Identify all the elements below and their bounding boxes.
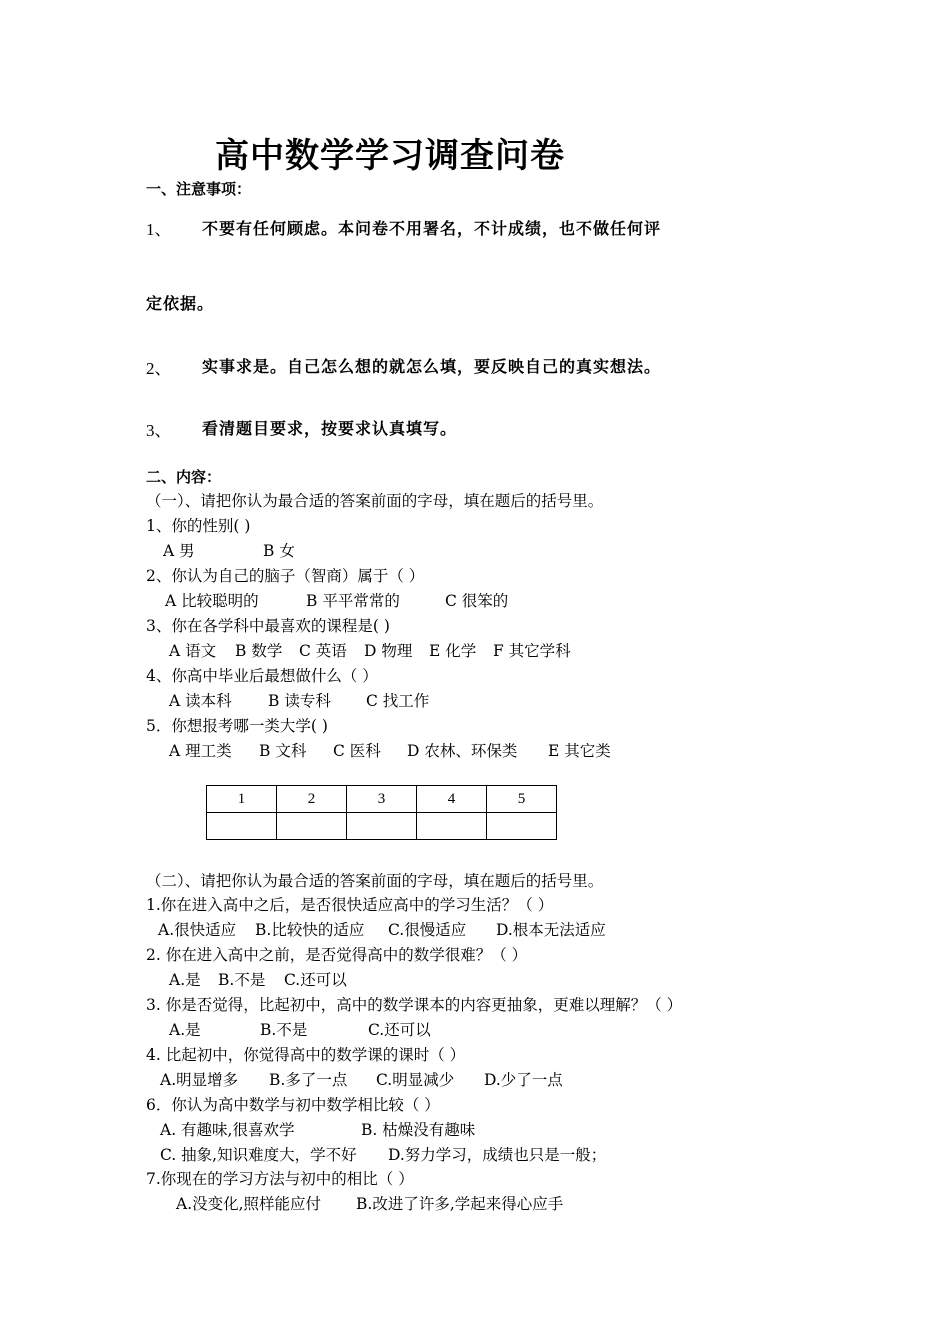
- answer-table-header-row: [207, 786, 557, 813]
- option: B.改进了许多,学起来得心应手: [356, 1195, 564, 1213]
- option: C 很笨的: [445, 592, 509, 610]
- p2-question-6-options-row2: [160, 1143, 606, 1165]
- answer-cell-4[interactable]: [417, 813, 487, 840]
- part2-instruction: （二）、请把你认为最合适的答案前面的字母，填在题后的括号里。: [146, 872, 604, 890]
- option: A 读本科: [169, 692, 232, 710]
- notes-heading: 一、注意事项：: [146, 180, 252, 198]
- note-1-text: 不要有任何顾虑。本问卷不用署名，不计成绩，也不做任何评: [202, 219, 662, 238]
- p1-question-5: 5．你想报考哪一类大学( ): [146, 717, 328, 735]
- option: A 语文: [169, 642, 217, 660]
- option: B.多了一点: [269, 1071, 348, 1089]
- p1-question-1: 1、你的性别( ): [146, 517, 251, 535]
- option: C.很慢适应: [388, 921, 467, 939]
- note-3-number: 3、: [146, 421, 172, 440]
- answer-table-header-cell: 5: [487, 786, 557, 813]
- option: B 数学: [235, 642, 283, 660]
- p1-question-5-options: [169, 739, 611, 761]
- answer-table-answer-row: [207, 813, 557, 840]
- option: B.不是: [260, 1021, 308, 1039]
- note-1-text-cont: 定依据。: [146, 294, 215, 313]
- option: B 女: [263, 542, 295, 560]
- option: A.很快适应: [158, 921, 237, 939]
- note-2-number: 2、: [146, 359, 172, 378]
- option: E 其它类: [548, 742, 611, 760]
- option: D 农林、环保类: [407, 742, 518, 760]
- option: C.明显减少: [376, 1071, 455, 1089]
- option: B 读专科: [268, 692, 331, 710]
- option: D.根本无法适应: [496, 921, 606, 939]
- answer-cell-3[interactable]: [347, 813, 417, 840]
- p1-question-3-options: [169, 639, 571, 661]
- p2-question-6: 6．你认为高中数学与初中数学相比较（ ）: [146, 1096, 440, 1114]
- option: C 找工作: [366, 692, 430, 710]
- answer-cell-2[interactable]: [277, 813, 347, 840]
- content-heading: 二、内容：: [146, 468, 222, 486]
- option: A. 有趣味,很喜欢学: [160, 1121, 295, 1139]
- option: B 平平常常的: [306, 592, 400, 610]
- p1-question-2-options: [165, 589, 508, 611]
- p2-question-7-options: [176, 1192, 563, 1214]
- option: D 物理: [364, 642, 413, 660]
- option: C.还可以: [284, 971, 347, 989]
- note-1-number: 1、: [146, 220, 172, 239]
- p1-question-4-options: [169, 689, 429, 711]
- p2-question-1-options: [158, 918, 606, 940]
- p2-question-2-options: [169, 968, 347, 990]
- option: A.是: [169, 1021, 201, 1039]
- option: E 化学: [429, 642, 477, 660]
- answer-cell-1[interactable]: [207, 813, 277, 840]
- answer-cell-5[interactable]: [487, 813, 557, 840]
- answer-table-header-cell: 4: [417, 786, 487, 813]
- part1-instruction: （一）、请把你认为最合适的答案前面的字母，填在题后的括号里。: [146, 492, 604, 510]
- option: B 文科: [259, 742, 307, 760]
- note-3-text: 看清题目要求，按要求认真填写。: [202, 419, 458, 438]
- answer-table: [206, 785, 557, 840]
- option: A 比较聪明的: [165, 592, 259, 610]
- p2-question-3-options: [169, 1018, 431, 1040]
- option: C 英语: [299, 642, 347, 660]
- option: A.是: [169, 971, 201, 989]
- option: F 其它学科: [493, 642, 571, 660]
- p2-question-1: 1.你在进入高中之后，是否很快适应高中的学习生活？（ ）: [146, 896, 554, 914]
- option: D.努力学习，成绩也只是一般；: [388, 1146, 607, 1164]
- p2-question-7: 7.你现在的学习方法与初中的相比（ ）: [146, 1170, 414, 1188]
- answer-table-header-cell: 1: [207, 786, 277, 813]
- option: B.不是: [218, 971, 266, 989]
- page-title: 高中数学学习调查问卷: [215, 136, 565, 176]
- p2-question-6-options-row1: [160, 1118, 475, 1140]
- option: C 医科: [333, 742, 381, 760]
- option: A.没变化,照样能应付: [176, 1195, 322, 1213]
- p1-question-2: 2、你认为自己的脑子（智商）属于（ ）: [146, 567, 425, 585]
- option: A 男: [163, 542, 195, 560]
- option: B.比较快的适应: [255, 921, 365, 939]
- p2-question-4-options: [160, 1068, 563, 1090]
- answer-table-header-cell: 3: [347, 786, 417, 813]
- p1-question-4: 4、你高中毕业后最想做什么（ ）: [146, 667, 378, 685]
- option: C. 抽象,知识难度大，学不好: [160, 1146, 357, 1164]
- option: A 理工类: [169, 742, 232, 760]
- p2-question-2: 2. 你在进入高中之前，是否觉得高中的数学很难？（ ）: [146, 946, 528, 964]
- answer-table-header-cell: 2: [277, 786, 347, 813]
- note-2-text: 实事求是。自己怎么想的就怎么填，要反映自己的真实想法。: [202, 357, 662, 376]
- p2-question-3: 3. 你是否觉得，比起初中，高中的数学课本的内容更抽象，更难以理解？（ ）: [146, 996, 683, 1014]
- p1-question-3: 3、你在各学科中最喜欢的课程是( ): [146, 617, 390, 635]
- p1-question-1-options: [163, 539, 295, 561]
- p2-question-4: 4. 比起初中，你觉得高中的数学课的课时（ ）: [146, 1046, 466, 1064]
- option: D.少了一点: [484, 1071, 563, 1089]
- option: C.还可以: [368, 1021, 431, 1039]
- option: B. 枯燥没有趣味: [361, 1121, 476, 1139]
- option: A.明显增多: [160, 1071, 239, 1089]
